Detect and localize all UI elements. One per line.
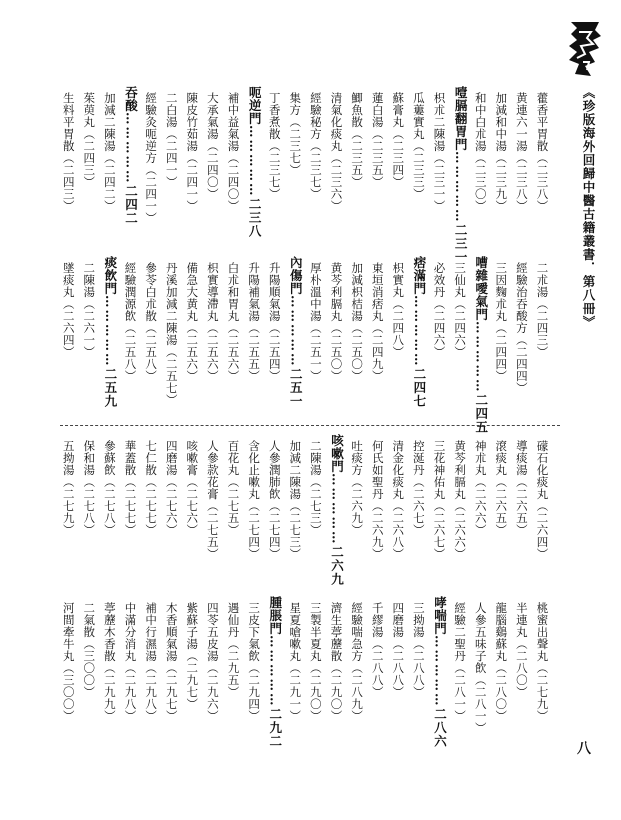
dot-leader: …………… [411,295,427,368]
toc-entry: 經驗喘急方（二八九） [350,602,365,722]
section-heading [124,86,137,225]
toc-entry: 七仁散（二七七） [144,440,159,536]
toc-entry: 經驗潤源飲（二五八） [123,262,138,382]
section-page-number: 二六九 [329,545,345,586]
section-heading [268,596,281,748]
toc-entry: 人參潤肺飲（二七四） [267,440,282,560]
section-divider [60,425,560,426]
dot-leader: …………… [288,295,304,368]
section-page-number: 二五九 [102,367,118,408]
toc-entry: 大承氣湯（二四〇） [205,92,220,200]
toc-entry: 蓮白湯（二三五） [370,92,385,188]
section-heading-label: 嘈雜噯氣門 [473,256,489,321]
section-heading [454,86,467,264]
toc-entry: 墜痰丸（二六四） [61,262,76,358]
toc-entry: 四苓五皮湯（二九六） [205,602,220,722]
toc-entry: 加減枳桔湯（二五〇） [350,262,365,382]
section-heading-label: 痞滿門 [411,256,427,295]
section-heading [474,256,487,434]
section-heading-label: 噎膈翻胃門 [453,86,469,151]
toc-entry: 含化止嗽丸（二七四） [247,440,262,560]
toc-entry: 集方（二三七） [288,92,303,176]
toc-entry: 白朮和胃丸（二五六） [226,262,241,382]
section-page-number: 二四七 [411,367,427,408]
toc-entry: 參苓白朮散（二五八） [144,262,159,382]
toc-entry: 厚朴溫中湯（二五一） [308,262,323,382]
toc-entry: 何氏如聖丹（二六九） [370,440,385,560]
page-number: 八 [577,741,591,757]
toc-entry: 黄連六一湯（二三八） [514,92,529,212]
dot-leader: …………… [473,321,489,394]
publisher-logo-icon [565,18,605,80]
toc-entry: 三皮下氣飲（二九四） [247,602,262,722]
toc-entry: 丹溪加減二陳湯（二五七） [164,262,179,406]
toc-entry: 四磨湯（二七六） [164,440,179,536]
toc-entry: 黄芩利膈丸（二六六） [453,440,468,560]
toc-entry: 藿香平胃散（二三八） [535,92,550,212]
toc-entry: 桃蜜出聲丸（二七九） [535,602,550,722]
toc-entry: 控涎丹（二六七） [411,440,426,536]
section-heading-label: 吞酸 [123,86,139,112]
section-page-number: 二四五 [473,393,489,434]
toc-entry: 加減二陳湯（二四二） [102,92,117,212]
dot-leader: …………… [329,473,345,546]
toc-entry: 升陽順氣湯（二五四） [267,262,282,382]
section-heading [289,256,302,408]
toc-entry: 補中行濕湯（二九八） [144,602,159,722]
toc-entry: 清氣化痰丸（二三六） [329,92,344,212]
dot-leader: …………… [123,112,139,185]
toc-entry: 經驗治吞酸方（二四四） [514,262,529,394]
toc-entry: 黄芩利膈丸（二五〇） [329,262,344,382]
toc-entry: 人參五味子飲（二八一） [473,602,488,734]
toc-entry: 二朮湯（二四三） [535,262,550,358]
section-page-number: 二三八 [247,197,263,238]
toc-entry: 枳實丸（二四八） [391,262,406,358]
toc-entry: 陳皮竹茹湯（二四一） [185,92,200,212]
section-heading [412,256,425,408]
toc-entry: 葶藶木香散（二九九） [102,602,117,722]
toc-entry: 茱萸丸（二四三） [82,92,97,188]
toc-entry: 必效丹（二四六） [432,262,447,358]
toc-entry: 木香順氣湯（二九七） [164,602,179,722]
toc-entry: 東垣消痞丸（二四九） [370,262,385,382]
toc-entry: 龍腦鷄蘇丸（二八〇） [494,602,509,722]
toc-entry: 吐痰方（二六九） [350,440,365,536]
toc-entry: 半連丸（二八〇） [514,602,529,698]
section-heading-label: 腫脹門 [267,596,283,635]
toc-entry: 五拗湯（二七九） [61,440,76,536]
toc-entry: 人參款花膏（二七五） [205,440,220,560]
toc-entry: 加減和中湯（二三九） [494,92,509,212]
toc-entry: 三花神佑丸（二六七） [432,440,447,560]
section-heading-label: 內傷門 [288,256,304,295]
toc-entry: 鯽魚散（二三五） [350,92,365,188]
section-heading-label: 痰飲門 [102,256,118,295]
toc-entry: 星夏嗆嗽丸（二九一） [288,602,303,722]
toc-entry: 咳嗽膏（二七六） [185,440,200,536]
section-heading-label: 哮喘門 [432,596,448,635]
toc-entry: 清金化痰丸（二六八） [391,440,406,560]
toc-entry: 四磨湯（二八八） [391,602,406,698]
dot-leader: …………… [432,635,448,708]
toc-entry: 經驗二聖丹（二八一） [453,602,468,722]
section-heading [330,434,343,586]
toc-entry: 華蓋散（二七七） [123,440,138,536]
toc-entry: 枳朮二陳湯（二三一） [432,92,447,212]
toc-entry: 三製半夏丸（二九〇） [308,602,323,722]
toc-entry: 保和湯（二七八） [82,440,97,536]
dot-leader: …………… [267,635,283,708]
toc-entry: 蘇膏丸（二三四） [391,92,406,188]
toc-entry: 和中白朮湯（二三〇） [473,92,488,212]
section-heading-label: 呃逆門 [247,86,263,125]
section-heading [248,86,261,238]
toc-entry: 升陽補氣湯（二五五） [247,262,262,382]
toc-entry: 二白湯（二四一） [164,92,179,188]
toc-entry: 紫蘇子湯（二九七） [185,602,200,710]
section-page-number: 二三一 [453,223,469,264]
toc-entry: 參蘇飲（二七八） [102,440,117,536]
section-page-number: 二八六 [432,707,448,748]
section-heading-label: 咳嗽門 [329,434,345,473]
toc-entry: 千繆湯（二八八） [370,602,385,698]
toc-entry: 瓜蔞實丸（二三三） [411,92,426,200]
toc-entry: 枳實導滯丸（二五六） [205,262,220,382]
toc-entry: 三因麴朮丸（二四四） [494,262,509,382]
toc-entry: 經驗灸呃逆方（二四一） [144,92,159,224]
toc-entry: 濟生葶藶散（二九〇） [329,602,344,722]
toc-entry: 二陳湯（二七三） [308,440,323,536]
toc-entry: 礞石化痰丸（二六四） [535,440,550,560]
toc-entry: 丁香煮散（二三七） [267,92,282,200]
series-title: 《珍版海外回歸中醫古籍叢書．第八冊》 [581,86,596,329]
toc-entry: 二陳湯（二六一） [82,262,97,358]
dot-leader: …………… [453,151,469,224]
toc-entry: 中滿分消丸（二九八） [123,602,138,722]
toc-entry: 神朮丸（二六六） [473,440,488,536]
section-page-number: 二五一 [288,367,304,408]
dot-leader: …………… [247,125,263,198]
section-page-number: 二九二 [267,707,283,748]
toc-entry: 三拗湯（二八八） [411,602,426,698]
toc-entry: 河間牽牛丸（三〇〇） [61,602,76,722]
section-heading [433,596,446,748]
toc-entry: 經驗秘方（二三七） [308,92,323,200]
toc-entry: 三仙丸（二四六） [453,262,468,358]
dot-leader: …………… [102,295,118,368]
toc-entry: 導痰湯（二六五） [514,440,529,536]
toc-entry: 加減二陳湯（二七三） [288,440,303,560]
toc-entry: 生料平胃散（二四三） [61,92,76,212]
toc-entry: 遇仙丹（二九五） [226,602,241,698]
toc-entry: 備急大黄丸（二五六） [185,262,200,382]
section-page-number: 二四二 [123,184,139,225]
toc-entry: 補中益氣湯（二四〇） [226,92,241,212]
toc-entry: 滾痰丸（二六五） [494,440,509,536]
toc-entry: 百花丸（二七五） [226,440,241,536]
toc-entry: 二氣散（三〇〇） [82,602,97,698]
section-heading [103,256,116,408]
